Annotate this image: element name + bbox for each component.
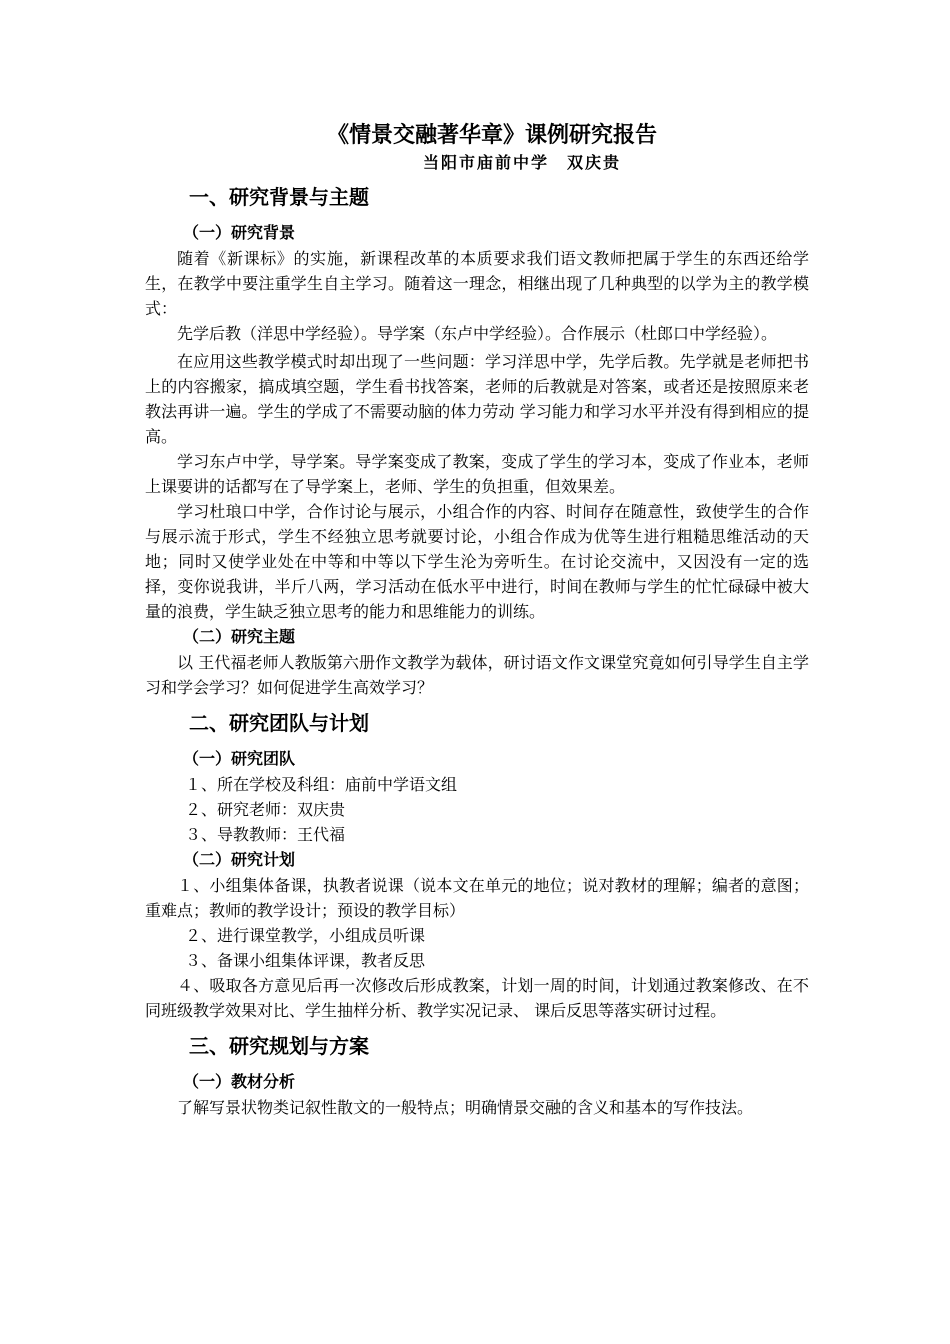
section-1-sub-2-heading: （二）研究主题	[183, 627, 296, 646]
section-2-heading: 二、研究团队与计划	[189, 711, 369, 735]
section-1-paragraph-5: 学习杜琅口中学，合作讨论与展示，小组合作的内容、时间存在随意性，致使学生的合作与展示流于形式，学生不经独立思考就要讨论，小组合作成为优等生进行粗糙思维活动的天地；同时又使学业处在中等和中等以下学生沦为旁听生。在讨论交流中，又因没有一定的选择，变你说我讲，半斤八两，学习活动在低水平中进行，时间在教师与学生的忙忙碌碌中被大量的浪费，学生缺乏独立思考的能力和思维能力的训练。	[145, 502, 809, 621]
section-2-sub-1-heading: （一）研究团队	[183, 749, 296, 768]
section-1-paragraph-2: 先学后教（洋思中学经验）。导学案（东卢中学经验）。合作展示（杜郎口中学经验）。	[177, 324, 778, 343]
document-author: 当阳市庙前中学 双庆贵	[422, 153, 621, 172]
plan-item: ３、备课小组集体评课，教者反思	[185, 951, 426, 970]
section-1-paragraph-1: 随着《新课标》的实施，新课程改革的本质要求我们语文教师把属于学生的东西还给学生，在教学中要注重学生自主学习。随着这一理念，相继出现了几种典型的以学为主的教学模式：	[145, 249, 809, 318]
plan-item: ４、吸取各方意见后再一次修改后形成教案，计划一周的时间，计划通过教案修改、在不同班级教学效果对比、学生抽样分析、教学实况记录、 课后反思等落实研讨过程。	[145, 976, 809, 1020]
plan-item: １、小组集体备课，执教者说课（说本文在单元的地位；说对教材的理解；编者的意图；重难点；教师的教学设计；预设的教学目标）	[145, 876, 809, 920]
section-1-paragraph-4: 学习东卢中学，导学案。导学案变成了教案，变成了学生的学习本，变成了作业本，老师上课要讲的话都写在了导学案上，老师、学生的负担重，但效果差。	[145, 452, 809, 496]
section-3-paragraph-1: 了解写景状物类记叙性散文的一般特点；明确情景交融的含义和基本的写作技法。	[177, 1098, 754, 1117]
team-item: ２、研究老师：双庆贵	[185, 800, 346, 819]
section-3-sub-1-heading: （一）教材分析	[183, 1072, 296, 1091]
plan-item: ２、进行课堂教学，小组成员听课	[185, 926, 426, 945]
team-item: １、所在学校及科组：庙前中学语文组	[185, 775, 458, 794]
section-2-sub-2-heading: （二）研究计划	[183, 850, 296, 869]
section-1-heading: 一、研究背景与主题	[189, 185, 369, 209]
document-title: 《情景交融著华章》课例研究报告	[326, 122, 657, 148]
team-item: ３、导教教师：王代福	[185, 825, 346, 844]
section-1-paragraph-6: 以 王代福老师人教版第六册作文教学为载体，研讨语文作文课堂究竟如何引导学生自主学习和学会学习？如何促进学生高效学习？	[145, 653, 809, 697]
section-1-paragraph-3: 在应用这些教学模式时却出现了一些问题：学习洋思中学，先学后教。先学就是老师把书上的内容搬家，搞成填空题，学生看书找答案，老师的后教就是对答案，或者还是按照原来老教法再讲一遍。学生的学成了不需要动脑的体力劳动 学习能力和学习水平并没有得到相应的提高。	[145, 352, 809, 446]
section-1-sub-1-heading: （一）研究背景	[183, 223, 296, 242]
document-page	[145, 118, 809, 1120]
section-3-heading: 三、研究规划与方案	[189, 1034, 369, 1058]
